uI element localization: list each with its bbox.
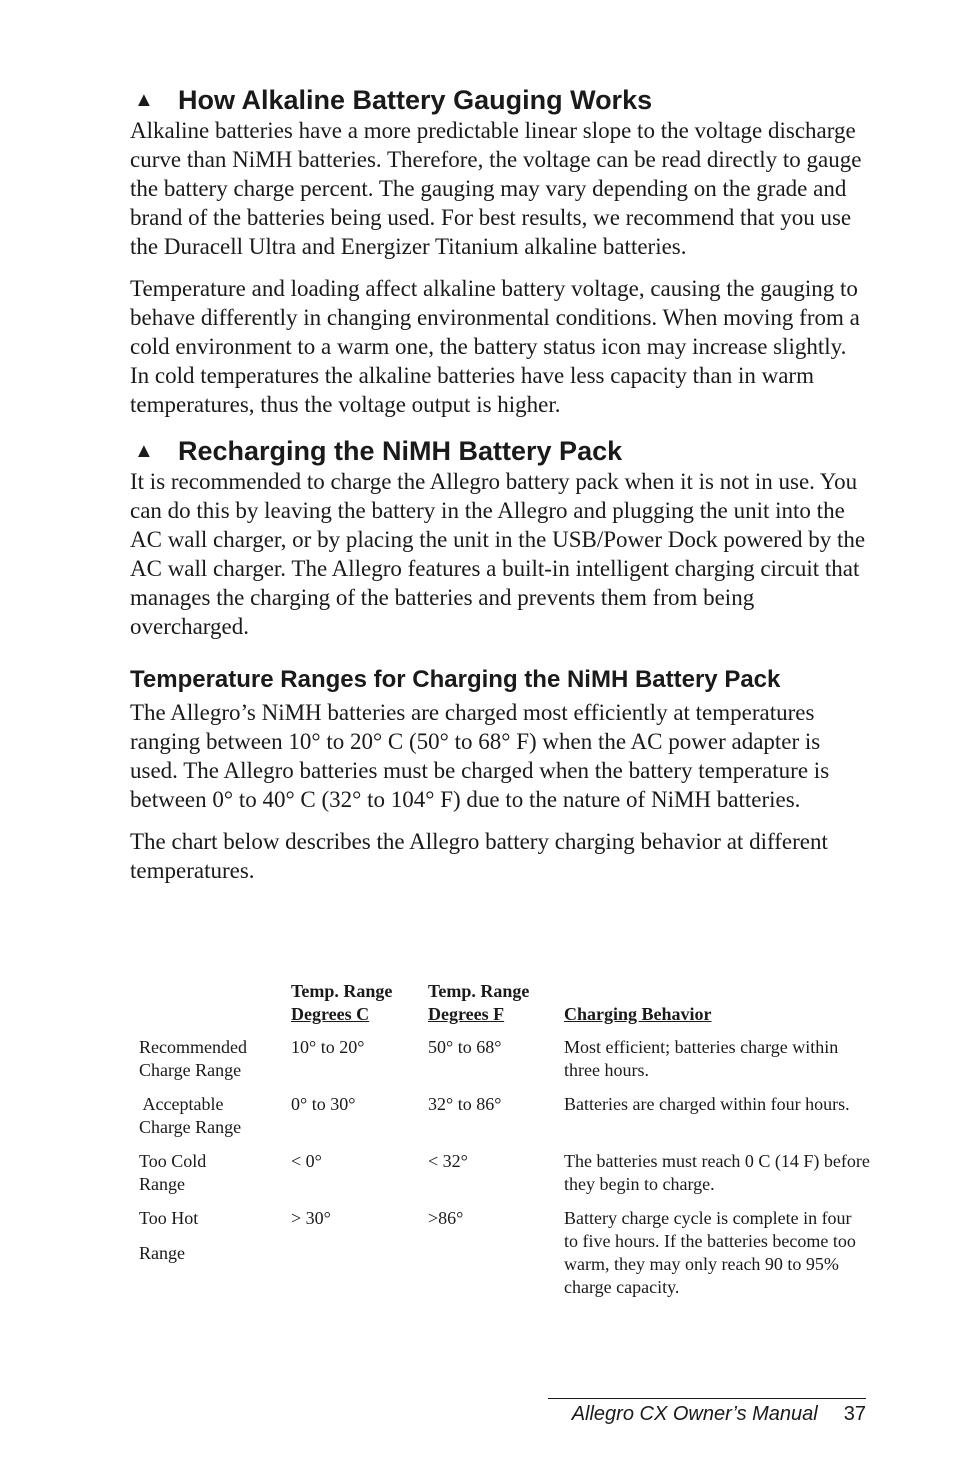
paragraph: The Allegro’s NiMH batteries are charged most efficiently at temperatures ranging between 10° to 20° C (50° to 68° F) when the AC power adapter is used. The Allegro batteries must be charged when the battery temperature is between 0° to 40° C (32° to 104° F) due to the nature of NiMH batteries. — [130, 700, 830, 812]
table-header-row — [130, 980, 870, 1036]
paragraph: Alkaline batteries have a more predictable linear slope to the voltage discharge curve than NiMH batteries. Therefore, the voltage can be read directly to gauge the battery charge percent. The gauging may vary depending on the grade and brand of the batteries being used. For best results, we recommend that you use the Duracell Ultra and Energizer Titanium alkaline batteries. — [130, 118, 862, 259]
range-fahrenheit: >86° — [428, 1208, 464, 1228]
table-row — [130, 1036, 870, 1093]
paragraph: Temperature and loading affect alkaline battery voltage, causing the gauging to behave differently in changing environmental conditions. When moving from a cold environment to a warm one, the battery status icon may increase slightly. In cold temperatures the alkaline batteries have less capacity than in warm temperatures, thus the voltage output is higher. — [130, 276, 860, 417]
charging-behavior: Batteries are charged within four hours. — [564, 1094, 850, 1114]
range-fahrenheit: < 32° — [428, 1151, 468, 1171]
header-charging-behavior: Charging Behavior — [564, 1004, 712, 1024]
section-title: Recharging the NiMH Battery Pack — [178, 436, 623, 466]
table-row — [130, 1207, 870, 1310]
table-row — [130, 1150, 870, 1207]
section-heading — [130, 435, 870, 467]
header-degrees-f: Temp. Range Degrees F — [428, 981, 530, 1024]
range-fahrenheit: 50° to 68° — [428, 1037, 502, 1057]
charging-behavior: Most efficient; batteries charge within three hours. — [564, 1037, 839, 1080]
header-degrees-c: Temp. Range Degrees C — [291, 981, 393, 1024]
paragraph: The chart below describes the Allegro battery charging behavior at different temperatures. — [130, 829, 828, 883]
range-celsius: 10° to 20° — [291, 1037, 365, 1057]
range-label: Too Cold Range — [139, 1151, 207, 1194]
page-number: 37 — [843, 1403, 866, 1425]
page-content — [130, 84, 870, 885]
paragraph: It is recommended to charge the Allegro battery pack when it is not in use. You can do this by leaving the battery in the Allegro and plugging the unit into the AC wall charger, or by placing the unit in the USB/Power Dock powered by the AC wall charger. The Allegro features a built-in intelligent charging circuit that manages the charging of the batteries and prevents them from being overcharged. — [130, 469, 866, 639]
page-footer — [548, 1398, 866, 1426]
range-celsius: 0° to 30° — [291, 1094, 356, 1114]
triangle-up-icon: ▲ — [134, 89, 154, 111]
section-title: How Alkaline Battery Gauging Works — [178, 85, 653, 115]
range-celsius: > 30° — [291, 1208, 331, 1228]
table-row — [130, 1093, 870, 1150]
charging-temperature-table — [130, 980, 870, 1310]
range-celsius: < 0° — [291, 1151, 322, 1171]
section-heading — [130, 84, 870, 116]
range-label: Recommended Charge Range — [139, 1037, 247, 1080]
range-label: Too Hot Range — [139, 1208, 199, 1263]
range-fahrenheit: 32° to 86° — [428, 1094, 502, 1114]
charging-behavior: Battery charge cycle is complete in four to five hours. If the batteries become too warm, they may only reach 90 to 95% charge capacity. — [564, 1208, 856, 1297]
triangle-up-icon: ▲ — [134, 440, 154, 462]
manual-title: Allegro CX Owner’s Manual — [571, 1403, 818, 1425]
header-empty — [130, 980, 291, 1036]
charging-behavior: The batteries must reach 0 C (14 F) before they begin to charge. — [564, 1151, 870, 1194]
subsection-heading: Temperature Ranges for Charging the NiMH Battery Pack — [130, 666, 781, 693]
range-label: Acceptable Charge Range — [139, 1094, 242, 1137]
